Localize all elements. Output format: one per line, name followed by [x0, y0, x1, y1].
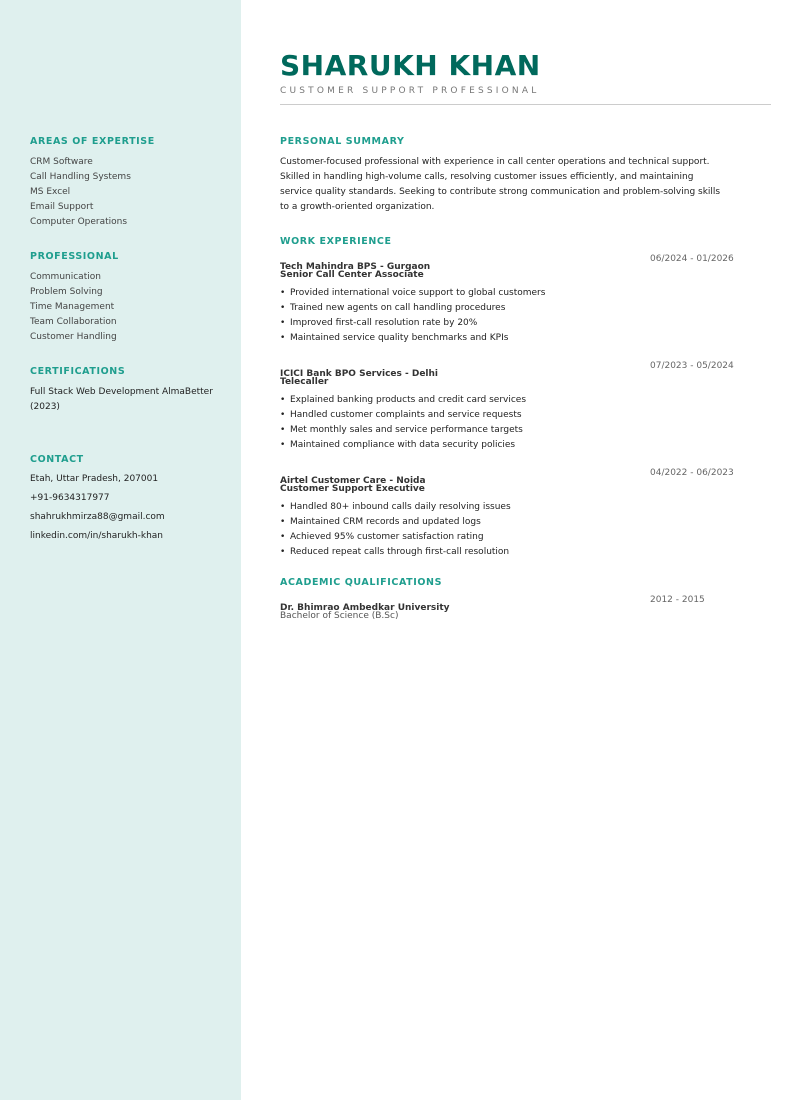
list-item: Customer Handling — [30, 332, 117, 342]
job-company: Tech Mahindra BPS - Gurgaon — [280, 262, 431, 272]
list-item: • Met monthly sales and service performance targets — [280, 423, 735, 438]
education-heading: ACADEMIC QUALIFICATIONS — [280, 577, 443, 588]
job-title: Senior Call Center Associate — [280, 270, 424, 280]
job-bullets — [280, 286, 735, 346]
job-title: Customer Support Executive — [280, 484, 425, 494]
summary-heading: PERSONAL SUMMARY — [280, 136, 405, 147]
summary-section — [280, 136, 735, 215]
contact-linkedin[interactable]: linkedin.com/in/sharukh-khan — [30, 531, 164, 541]
list-item: • Achieved 95% customer satisfaction rating — [280, 530, 735, 545]
list-item: • Handled 80+ inbound calls daily resolving issues — [280, 500, 735, 515]
candidate-name: SHARUKH KHAN — [280, 49, 541, 82]
job-bullets — [280, 393, 735, 453]
job-dates: 06/2024 - 01/2026 — [650, 254, 734, 264]
list-item: • Trained new agents on call handling procedures — [280, 301, 735, 316]
education-degree: Bachelor of Science (B.Sc) — [280, 611, 399, 621]
list-item: Time Management — [30, 302, 115, 312]
job-entry — [280, 361, 735, 453]
job-entry — [280, 254, 735, 346]
contact-heading: CONTACT — [30, 454, 84, 465]
education-dates: 2012 - 2015 — [650, 595, 705, 605]
professional-heading: PROFESSIONAL — [30, 251, 119, 262]
certification-item: Full Stack Web Development AlmaBetter (2023) — [30, 387, 213, 412]
list-item: Communication — [30, 272, 101, 282]
job-company: ICICI Bank BPO Services - Delhi — [280, 369, 439, 379]
list-item: Call Handling Systems — [30, 172, 131, 182]
candidate-role: CUSTOMER SUPPORT PROFESSIONAL — [280, 86, 540, 96]
header-divider — [280, 104, 771, 105]
list-item: Problem Solving — [30, 287, 103, 297]
expertise-list — [30, 155, 230, 230]
education-section — [280, 577, 735, 623]
sidebar — [0, 0, 241, 1100]
job-company: Airtel Customer Care - Noida — [280, 476, 426, 486]
professional-section — [30, 251, 230, 345]
experience-heading: WORK EXPERIENCE — [280, 236, 392, 247]
certifications-heading: CERTIFICATIONS — [30, 366, 126, 377]
expertise-section — [30, 136, 230, 230]
contact-phone[interactable]: +91-9634317977 — [30, 493, 110, 503]
list-item: • Maintained CRM records and updated logs — [280, 515, 735, 530]
job-header — [280, 361, 735, 379]
job-entry — [280, 468, 735, 560]
job-bullets — [280, 500, 735, 560]
main-content — [241, 0, 800, 1100]
job-dates: 07/2023 - 05/2024 — [650, 361, 734, 371]
list-item: Email Support — [30, 202, 94, 212]
job-header — [280, 254, 735, 272]
list-item: MS Excel — [30, 187, 71, 197]
contact-section — [30, 454, 230, 546]
list-item: • Improved first-call resolution rate by 20% — [280, 316, 735, 331]
list-item: Computer Operations — [30, 217, 128, 227]
list-item: • Provided international voice support to global customers — [280, 286, 735, 301]
contact-email[interactable]: shahrukhmirza88@gmail.com — [30, 512, 165, 522]
contact-address: Etah, Uttar Pradesh, 207001 — [30, 474, 159, 484]
job-title: Telecaller — [280, 377, 329, 387]
job-header — [280, 468, 735, 486]
summary-text: Customer-focused professional with experience in call center operations and technical support. Skilled in handling high-volume calls, resolving customer issues efficiently, and maintaining service quality standards. Seeking to contribute strong communication and problem-solving skills to a growth-oriented organization. — [280, 157, 721, 212]
job-dates: 04/2022 - 06/2023 — [650, 468, 734, 478]
professional-list — [30, 270, 230, 345]
list-item: • Reduced repeat calls through first-call resolution — [280, 545, 735, 560]
list-item: • Handled customer complaints and service requests — [280, 408, 735, 423]
list-item: • Maintained compliance with data security policies — [280, 438, 735, 453]
education-header — [280, 595, 735, 613]
certifications-section — [30, 366, 220, 415]
list-item: Team Collaboration — [30, 317, 117, 327]
expertise-heading: AREAS OF EXPERTISE — [30, 136, 155, 147]
list-item: • Explained banking products and credit card services — [280, 393, 735, 408]
experience-heading-wrap — [280, 236, 735, 247]
list-item: • Maintained service quality benchmarks and KPIs — [280, 331, 735, 346]
education-institution: Dr. Bhimrao Ambedkar University — [280, 603, 450, 613]
list-item: CRM Software — [30, 157, 93, 167]
